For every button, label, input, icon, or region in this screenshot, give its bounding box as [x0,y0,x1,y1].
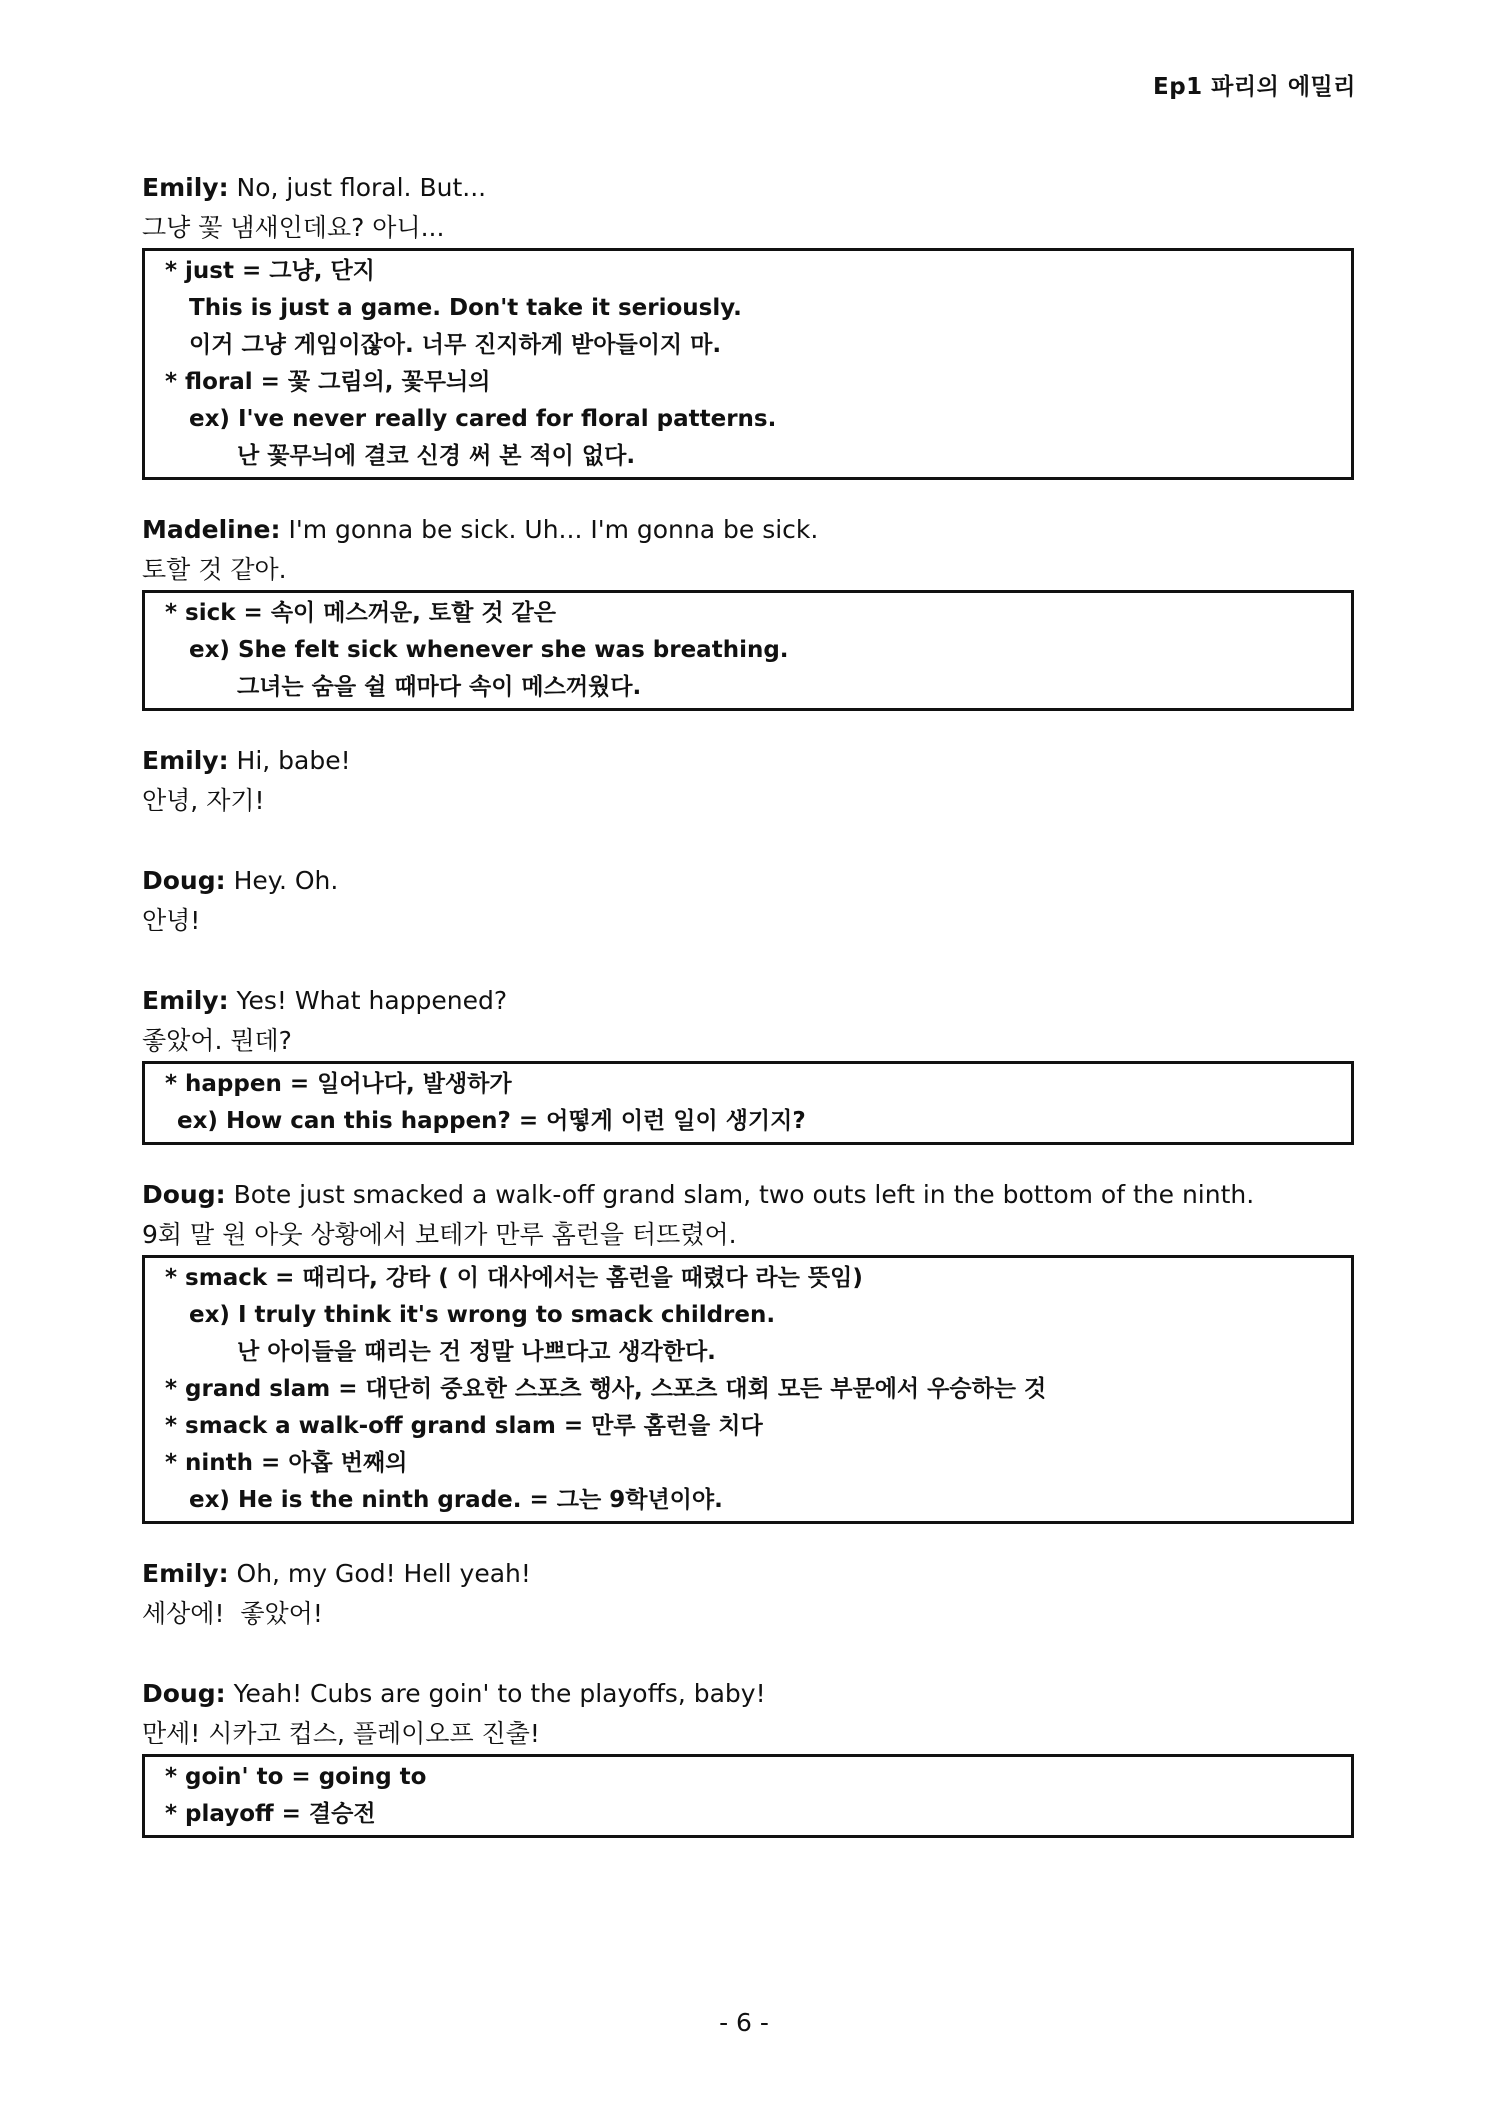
note-line: ex) He is the ninth grade. = 그는 9학년이야. [189,1487,723,1513]
english-line [142,168,1354,208]
note-line: * just = 그냥, 단지 [165,258,375,284]
dialogue-block [142,981,1354,1145]
vocab-note-box [142,1255,1354,1524]
spacer [142,1634,1354,1674]
speaker-name: Emily: [142,746,229,775]
note-line: 난 꽃무늬에 결코 신경 써 본 적이 없다. [237,443,636,469]
speaker-name: Doug: [142,1180,226,1209]
spacer [142,941,1354,981]
english-text: Hey. Oh. [233,866,339,895]
english-text: Oh, my God! Hell yeah! [236,1559,531,1588]
speaker-name: Emily: [142,986,229,1015]
english-text: I'm gonna be sick. Uh... I'm gonna be sick. [288,515,819,544]
note-line: * smack a walk-off grand slam = 만루 홈런을 치다 [165,1413,763,1439]
note-line: 난 아이들을 때리는 건 정말 나쁘다고 생각한다. [237,1339,716,1365]
english-line [142,1674,1354,1714]
speaker-name: Doug: [142,1679,226,1708]
note-line: 이거 그냥 게임이잖아. 너무 진지하게 받아들이지 마. [189,332,722,358]
spacer [142,821,1354,861]
korean-line: 안녕, 자기! [142,786,265,815]
english-line [142,1175,1354,1215]
note-line: This is just a game. Don't take it seriously. [189,295,742,321]
english-text: No, just floral. But... [236,173,487,202]
note-line: 그녀는 숨을 쉴 때마다 속이 메스꺼웠다. [237,674,642,700]
dialogue-block [142,168,1354,480]
speaker-name: Doug: [142,866,226,895]
korean-line: 토할 것 같아. [142,555,287,584]
english-line [142,741,1354,781]
note-line: * playoff = 결승전 [165,1801,376,1827]
speaker-name: Emily: [142,1559,229,1588]
english-text: Yeah! Cubs are goin' to the playoffs, baby! [233,1679,766,1708]
note-line: * goin' to = going to [165,1764,427,1790]
korean-line: 좋았어. 뭔데? [142,1026,292,1055]
korean-line: 그냥 꽃 냄새인데요? 아니... [142,213,445,242]
dialogue-block [142,510,1354,711]
note-line: * sick = 속이 메스꺼운, 토할 것 같은 [165,600,556,626]
english-line [142,1554,1354,1594]
english-line [142,510,1354,550]
note-line: * ninth = 아홉 번째의 [165,1450,408,1476]
dialogue-block [142,741,1354,861]
speaker-name: Madeline: [142,515,281,544]
vocab-note-box [142,590,1354,711]
note-line: ex) I truly think it's wrong to smack children. [189,1302,776,1328]
vocab-note-box [142,1061,1354,1145]
vocab-note-box [142,248,1354,480]
note-line: ex) How can this happen? = 어떻게 이런 일이 생기지? [177,1108,806,1134]
note-line: * happen = 일어나다, 발생하가 [165,1071,512,1097]
dialogue-block [142,1175,1354,1524]
note-line: * floral = 꽃 그림의, 꽃무늬의 [165,369,491,395]
note-line: ex) She felt sick whenever she was breathing. [189,637,789,663]
dialogue-block [142,861,1354,981]
dialogue-block [142,1554,1354,1674]
english-line [142,981,1354,1021]
dialogue-block [142,1674,1354,1838]
note-line: * grand slam = 대단히 중요한 스포츠 행사, 스포츠 대회 모든 부문에서 우승하는 것 [165,1376,1047,1402]
english-text: Bote just smacked a walk-off grand slam, two outs left in the bottom of the ninth. [233,1180,1255,1209]
korean-line: 세상에! 좋았어! [142,1599,323,1628]
vocab-note-box [142,1754,1354,1838]
speaker-name: Emily: [142,173,229,202]
korean-line: 안녕! [142,906,201,935]
document-body [142,168,1354,1868]
korean-line: 만세! 시카고 컵스, 플레이오프 진출! [142,1719,540,1748]
note-line: * smack = 때리다, 강타 ( 이 대사에서는 홈런을 때렸다 라는 뜻임) [165,1265,863,1291]
english-line [142,861,1354,901]
korean-line: 9회 말 원 아웃 상황에서 보테가 만루 홈런을 터뜨렸어. [142,1220,737,1249]
english-text: Yes! What happened? [236,986,508,1015]
note-line: ex) I've never really cared for floral patterns. [189,406,777,432]
header-title: Ep1 파리의 에밀리 [1152,74,1356,100]
page-number: - 6 - [719,2008,769,2037]
english-text: Hi, babe! [236,746,351,775]
